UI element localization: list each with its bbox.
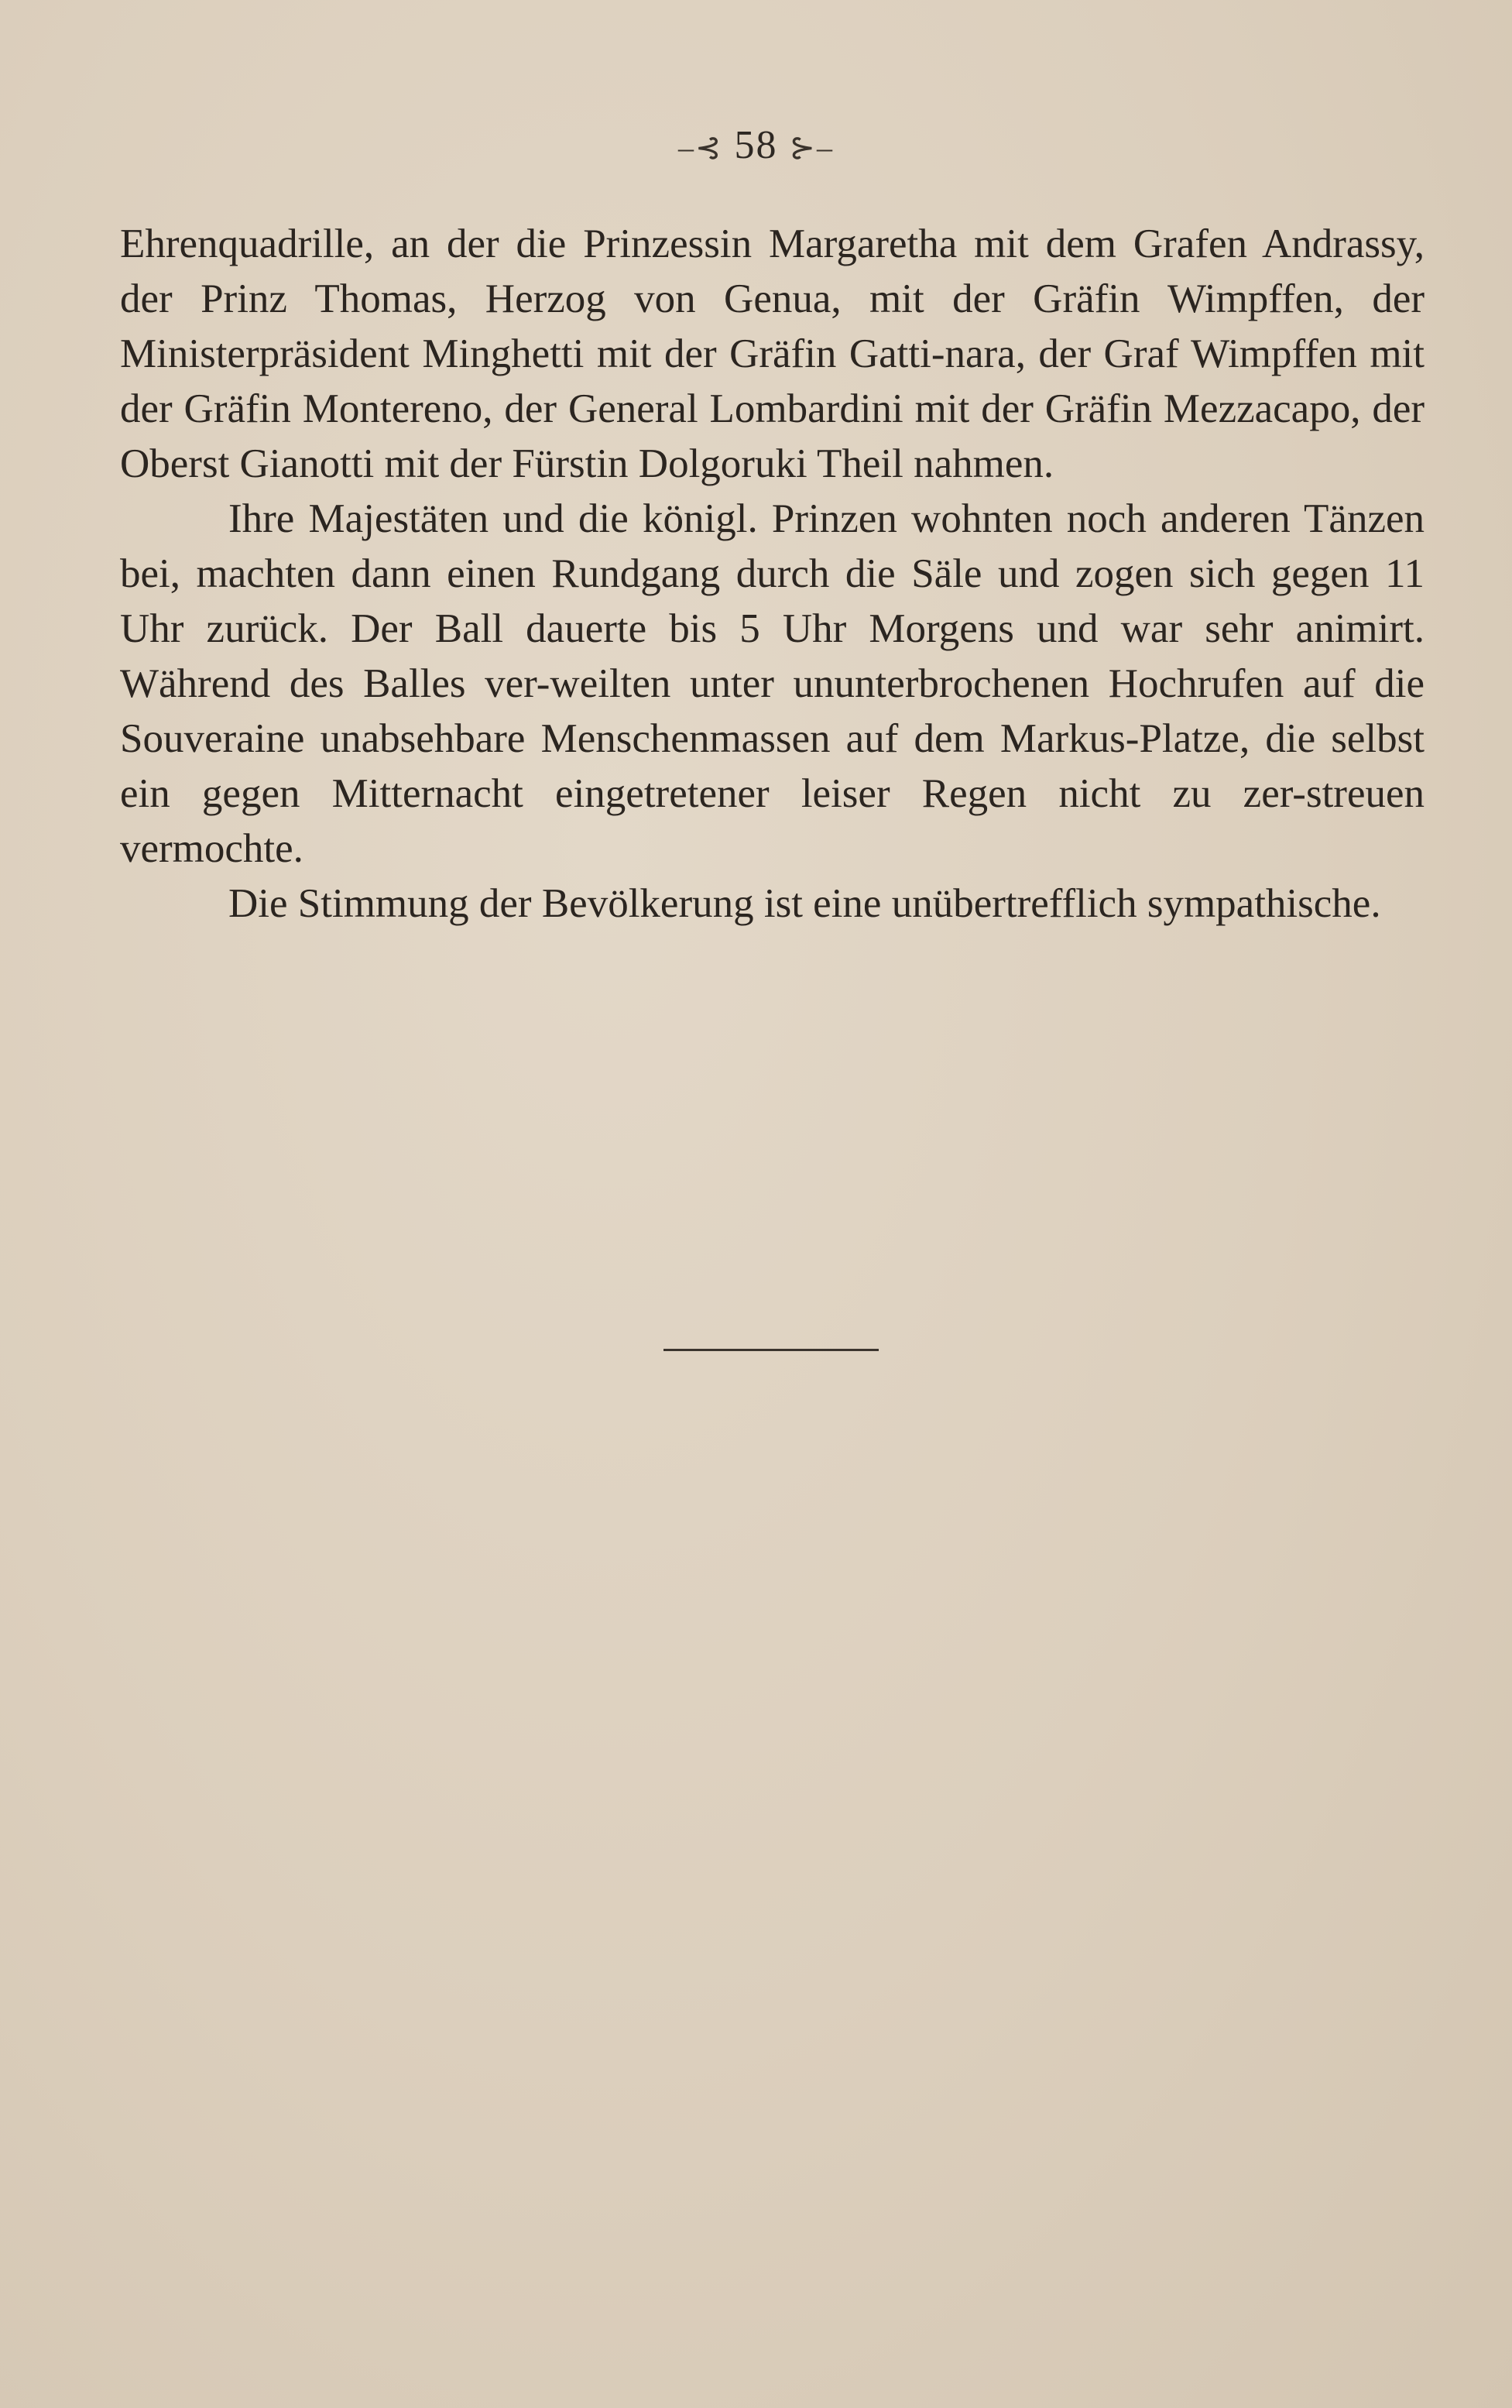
- ornament-right: ⊱–: [789, 130, 835, 165]
- section-rule: [663, 1349, 879, 1351]
- page-number: 58: [734, 123, 778, 167]
- paragraph-1: Ehrenquadrille, an der die Prinzessin Margaretha mit dem Grafen Andrassy, der Prinz Thomas, Herzog von Genua, mit der Gräfin Wimpffen, der Ministerpräsident Minghetti mit der Gräfin Gatti-nara, der Graf Wimpffen mit der Gräfin Montereno, der General Lombardini mit der Gräfin Mezzacapo, der Oberst Gianotti mit der Fürstin Dolgoruki Theil nahmen.: [120, 221, 1425, 486]
- paragraph-2: Ihre Majestäten und die königl. Prinzen wohnten noch anderen Tänzen bei, machten dann einen Rundgang durch die Säle und zogen sich gegen 11 Uhr zurück. Der Ball dauerte bis 5 Uhr Morgens und war sehr animirt. Während des Balles ver-weilten unter ununterbrochenen Hochrufen auf die Souveraine unabsehbare Menschenmassen auf dem Markus-Platze, die selbst ein gegen Mitternacht eingetretener leiser Regen nicht zu zer-streuen vermochte.: [120, 496, 1425, 871]
- page-header: [0, 122, 1512, 168]
- paragraph-3: Die Stimmung der Bevölkerung ist eine unübertrefflich sympathische.: [228, 881, 1381, 926]
- ornament-left: –⊰: [677, 130, 723, 165]
- body-text: [120, 217, 1425, 931]
